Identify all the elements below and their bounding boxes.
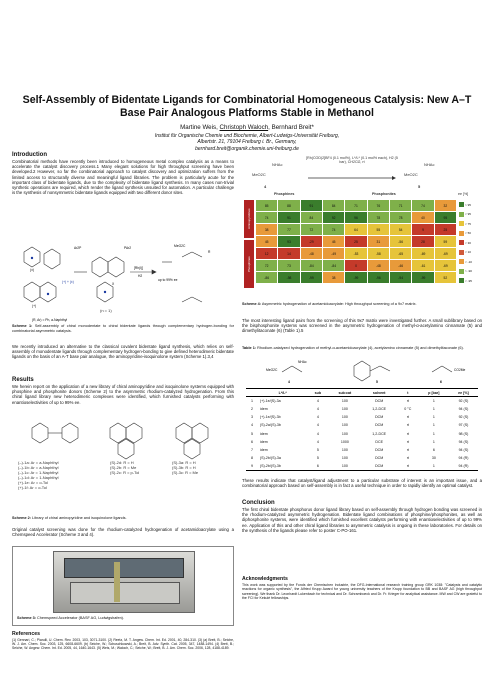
legend-entry [459,200,481,210]
heatmap-cell: 45 [323,236,344,247]
reaction-arrow [308,176,396,180]
table-1-header: ee [%] [449,389,478,397]
table-cell: 1 [432,415,435,420]
heatmap-cell: 93 [278,236,299,247]
table-cell: 92 (S) [458,415,469,420]
table-row [246,462,478,470]
legend-swatch [459,278,464,283]
table-cell: 6 [308,462,329,470]
heatmap-cell: 28 [412,236,433,247]
table-cell: idem [259,431,268,436]
legend-swatch [459,212,464,217]
heatmap-cell: 84 [301,212,322,223]
chemspeed-accelerator-image [53,551,195,613]
lib1-item: (+)-1f: Ar = o-Tol [18,485,47,490]
affiliation-line-2: Albertstr. 21, 79104 Freiburg i. Br., Germany, [197,139,297,146]
scheme-2-lib2 [110,460,139,475]
table-cell: 4 [316,415,319,420]
heatmap-cell: 91 [278,212,299,223]
heatmap-cell: 71 [345,200,366,211]
substrate-ester: MeO2C [252,172,266,177]
table-cell: 5 [316,447,319,452]
scheme-1-label-6: [Rh(I)] [134,266,144,270]
heatmap-cell: -86 [256,272,277,283]
legend-entry [459,248,481,258]
heatmap-cell: 95 [435,212,456,223]
references-heading: References [12,631,40,637]
legend-swatch [459,250,464,255]
table-cell: 94 (R) [458,456,469,461]
table-cell: (S)-2b/(S)-3a [259,456,281,461]
legend-swatch [459,221,464,226]
results-section [12,377,234,405]
mid-paragraph: We recently introduced an alternative to the classical covalent bidentate ligand synthesis, which relies on self-assembly of monodentate ligands through complementary hydrogen-bonding to give defined heterodimeric bidentate ligands on the basis of an A-T base pair analogue, the aminopyridine-isoquinolone system (Scheme 1).3,4 [12,344,234,360]
screening-text [12,527,234,537]
right-paragraph: The most interesting ligand pairs from the screening of this 9x7 matrix were investigated further. A small sublibrary based on the bisphosphonite systems was screened in the asymmetric hydrogenation of methyl-α-acetylamino cinnamate (5) and dimethylitaconate (6) (Table 1).5 [242,318,482,334]
table-cell: DCE [375,439,383,444]
heatmap-cell: -48 [368,260,389,271]
table-cell: rt [406,447,409,452]
heatmap-cell: 92 [323,212,344,223]
authors [20,124,474,131]
table-cell: 1 [432,406,435,411]
column-header-phosphonites: Phosphonites [372,192,396,196]
reaction-conditions: [Rh(COD)2]BF4 (0.1 mol%), L*/L* (0.1 mol% each), H2 (5 bar), CH2Cl2, rt [306,156,398,164]
legend-label: > 95 [465,202,471,207]
table-cell: 4 [316,439,319,444]
mid-text [12,344,234,360]
heatmap-cell: 55 [368,224,389,235]
legend-label: < 50 [465,231,471,236]
table-cell: 94 (S) [458,406,469,411]
heatmap-cell: 77 [278,224,299,235]
legend-swatch [459,240,464,245]
table-cell: 1,2-DCE [372,406,387,411]
table-cell: DCM [362,462,397,470]
author-presenting: Christoph Waloch [219,124,269,131]
table-cell: 97 (S) [458,423,469,428]
legend-entry [459,267,481,277]
lib2-item: (S)-2b: R = Me [110,465,137,470]
legend-label: < 75 [465,221,471,226]
row-label-top: Aminopyridines [244,200,254,238]
scheme-3-caption: Scheme 3: Chemspeed Accelerator (BASF AG, Ludwigshafen). [17,616,125,620]
legend-label: < -95 [465,278,472,283]
table-cell: 30 [431,456,436,461]
legend-entry [459,276,481,286]
table-cell: 4 [316,406,319,411]
heatmap-cell: -69 [435,260,456,271]
lib1-item: (–)-1d: Ar = 1-Naphthyl [18,475,59,480]
table-1-header: p [bar] [419,389,449,397]
heatmap-cell: 96 [345,212,366,223]
table-cell: 1,2-DCE [372,431,387,436]
row-label-bottom: Phosphines [244,240,254,288]
heatmap-cell: -48 [301,248,322,259]
scheme-1-label-3: Ar2P [74,246,82,250]
heatmap-cell: 91 [301,200,322,211]
t1-label-6: 6 [440,380,442,384]
conclusion-section [242,500,482,533]
scheme-1-label-10: H2 [138,274,143,278]
lib2-item: (S)-2c: R = p-Tol [110,470,140,475]
table-1-caption: Table 1: Rhodium-catalyzed hydrogenation of methyl-α-acetamidoacrylate (4), acetylamino cinnamate (5) and dimethylitaconate (6). [242,346,464,350]
legend-label: > -90 [465,269,472,274]
author-1: Martine Weis, [180,124,220,131]
conclusion-text: The first chiral bidentate phosphorus donor ligand library based on self-assembly through hydrogen bonding was screened in the rhodium-catalyzed asymmetric hydrogenation. Bidentate ligand combinations of phosphine/phosphonites, as well as diphosphonite systems, were identified which furnished excellent catalysts performing with enantioselectivities of up to 99% ee. Application of this and other chiral ligand libraries to asymmetric catalysis is ongoing in these laboratories. For details on the synthesis of the ligands please refer to poster C-PO-161. [242,507,482,533]
legend-swatch [459,231,464,236]
table-cell: 1000 [340,439,349,444]
t1-label-co2me: CO2Me [454,368,466,372]
heatmap-cell: 84 [323,200,344,211]
table-cell: 100 [328,462,361,470]
intro-section [12,152,234,195]
table-cell: 100 [341,415,348,420]
heatmap-cell: 52 [435,272,456,283]
heatmap-cell: 12 [256,248,277,259]
heatmap-cell: 72 [301,224,322,235]
table-cell: 94 (R) [449,462,478,470]
table-cell: 100 [341,447,348,452]
heatmap-cell: 25 [345,236,366,247]
table-1-substrates [242,356,482,386]
scheme-1-label-0: (±) [30,268,35,272]
table-1 [246,388,478,471]
heatmap-cell: 38 [256,224,277,235]
right-text [242,318,482,334]
affiliation-email: bernhard.breit@organik.chemie.uni-freiburg.de [195,145,299,152]
lib1-item: (–)-1a: Ar = a-Naphthyl [18,460,59,465]
intro-text: Combinatorial methods have recently been introduced to homogeneous metal complex catalysis as a means to accelerate the catalyst discovery process.1 Many elegant solutions for high throughput screening have been developed.2 However, so far the combinatorial approach to catalyst discovery and optimization suffers from the limited access to structurally diverse and meaningful ligand libraries. The problem is particularly acute for the important class of bidentate ligands, due to the complexity of bidentate ligand synthesis. In many cases non-trivial synthetic operations are required, which render the ligand synthesis unsuited for automation. A particular challenge is the synthesis of nonsymmetric bidentate ligands equipped with two different donor sites. [12,159,234,196]
table-cell: 5 [316,456,319,461]
heatmap-cell: 76 [368,200,389,211]
heatmap-cell: 74 [323,224,344,235]
table-cell: DCM [375,399,384,404]
results-heading: Results [12,377,34,383]
table-cell: 2 [250,406,253,411]
substrate-number: 4 [264,184,267,189]
legend-label: < -10 [465,259,472,264]
heatmap-cell: 32 [435,200,456,211]
heatmap-cell: 38 [323,272,344,283]
heatmap-cell: 71 [390,200,411,211]
table-1-header-row [246,389,478,397]
table-cell: (S)-2b/(S)-3b [258,462,308,470]
table-cell: DCM [375,456,384,461]
lib3-item: (S)-3b: R = H [172,465,196,470]
scheme-1-label-9: R [208,250,211,254]
table-cell: 7 [250,447,253,452]
table-cell: (+)-1e/(S)-3b [259,415,281,420]
table-cell: rt [406,423,409,428]
legend-swatch [459,269,464,274]
scheme-2-caption: Scheme 2: Library of chiral aminopyridine and isoquinolone ligands. [12,516,127,520]
heatmap-cell: 25 [435,224,456,235]
table-cell: idem [259,439,268,444]
lib2-item: (S)-2d: R = H [110,460,134,465]
table-cell: idem [259,447,268,452]
legend-entry [459,238,481,248]
scheme-1-label-11: (R, Ar) = Ph, a-Naphthyl [32,318,68,322]
heatmap-cell: -53 [345,248,366,259]
lib3-item: (S)-3c: R = Me [172,470,199,475]
heatmap-cell: -99 [301,272,322,283]
ack-text: This work was supported by the Fonds der Chemischen Industrie, the DFG-International research training group GRK 1038: "Catalysts and catalytic reactions for organic synthesis", the Alfried Krupp Award for young university teachers of the Krupp foundation to BB and BASF AG (high throughput screening). We thank Dr. Leonhardt Lukenbach for technical and Dr. Schramboeck and Dr. Fr. Krieger for analytical assistance. MW and CW are grateful to the FCI for Kekulé fellowships. [242,583,482,600]
table-1-header: L*/L* [258,389,308,397]
lib3-item: (S)-3a: R = H [172,460,196,465]
affiliation-line-1: Institut für Organische Chemie und Biochemie, Albert-Ludwigs-Universität Freiburg, [154,133,340,139]
scheme-1-label-2: (+) + (±) [62,280,74,284]
table-row [246,413,478,421]
table-row [246,446,478,454]
table-cell: 5 [250,431,253,436]
scheme-4-caption: Scheme 4: Asymmetric hydrogenation of acetamidoacrylate: High throughput screening of a 9x7 matrix. [242,302,417,306]
heatmap-cell: 74 [412,200,433,211]
table-cell: DCM [375,415,384,420]
heatmap-cell: -29 [301,236,322,247]
table-cell: 8 [250,456,253,461]
screening-heatmap [256,200,456,283]
heatmap-cell: -69 [412,248,433,259]
substrate-amide: NHAc [272,162,283,167]
screening-paragraph: Original catalyst screening was done for the rhodium-catalyzed hydrogenation of acetamidoacrylate using a Chemspeed Accelerator (Scheme 3 and 4). [12,527,234,538]
page-title: Self-Assembly of Bidentate Ligands for Combinatorial Homogeneous Catalysis: New A–T Base Pair Analogous Platforms Stable in Methanol [22,94,472,119]
legend-entry [459,210,481,220]
t1-label-nhac: NHAc [298,360,307,364]
legend-entry [459,257,481,267]
heatmap-cell: -98 [278,272,299,283]
heatmap-cell: 85 [256,200,277,211]
table-cell: 98 (S) [458,431,469,436]
table-cell: 1 [432,439,435,444]
heatmap-cell: 78 [390,212,411,223]
legend-entry [459,219,481,229]
scheme-2-lib3 [172,460,198,475]
table-1-header [246,389,258,397]
heatmap-cell: 59 [435,236,456,247]
heatmap-legend [459,200,481,286]
heatmap-cell: 14 [278,248,299,259]
table-cell: 4 [316,399,319,404]
heatmap-cell: -99 [345,272,366,283]
table-row [246,454,478,462]
heatmap-cell: -46 [390,260,411,271]
table-1-header: sub:cat [328,389,361,397]
heatmap-cell: 64 [345,224,366,235]
heatmap-cell: 73 [278,260,299,271]
heatmap-cell: -61 [412,260,433,271]
scheme-3-figure [12,546,234,626]
heatmap-cell: 72 [256,260,277,271]
heatmap-cell: -65 [390,248,411,259]
table-1-header: solvent [362,389,397,397]
product-number: 5 [418,184,421,189]
table-cell: 9 [246,462,258,470]
heatmap-cell: 54 [390,224,411,235]
legend-label: < 10 [465,250,471,255]
scheme-1-label-8: MeO2C [174,244,186,248]
table-cell: DCM [375,423,384,428]
lib1-item: (+)-1e: Ar = o-Tol [18,480,49,485]
table-cell: 4 [316,431,319,436]
scheme-4-figure [242,152,482,300]
table-cell: 1 [432,423,435,428]
lib1-item: (–)-1c: Ar = 1-Naphthyl [18,470,59,475]
heatmap-cell: 9 [412,224,433,235]
author-3: , Bernhard Breit* [268,124,314,131]
table-cell: 92 (S) [458,399,469,404]
table-cell: 6 [250,439,253,444]
table-cell: rt [406,439,409,444]
scheme-1-drawing [12,232,234,324]
t1-label-5: 5 [376,380,378,384]
product-ester: MeO2C [404,172,418,177]
after-table-paragraph: These results indicate that catalyst/ligand adjustment to a particular substrate of interest is an important issue, and a combinatorial approach based on self-assembly is in fact a useful technique in order to rapidly identify an optimal catalyst. [242,478,482,489]
intro-heading: Introduction [12,152,47,158]
table-cell: rt [406,399,409,404]
legend-swatch [459,202,464,207]
heatmap-cell: -84 [323,260,344,271]
table-cell: (+)-1e/(S)-3a [259,399,281,404]
table-cell: 94 (S) [458,447,469,452]
column-header-phosphines: Phosphines [274,192,295,196]
table-row [246,438,478,446]
conclusion-heading: Conclusion [242,500,275,506]
table-cell: 1 [432,399,435,404]
table-row [246,429,478,437]
table-row [246,421,478,429]
scheme-2-lib1 [18,460,59,490]
results-text: We herein report on the application of a new library of chiral aminopyridine and isoquinolone systems equipped with phosphine and phosphonite donors (Scheme 2) to the asymmetric rhodium-catalyzed hydrogenation. From this chiral ligand library new heterodimeric complexes were identified, which furnished catalysts performing with enantioselectivities of up to 99% ee. [12,384,234,405]
table-cell: 0 °C [404,406,412,411]
scheme-1-label-n: (n = 1) [100,308,112,313]
table-cell: rt [406,431,409,436]
heatmap-cell: -49 [323,248,344,259]
table-cell: rt [406,415,409,420]
heatmap-cell: -99 [412,272,433,283]
scheme-2-figure [12,420,234,525]
scheme-1-label-7: up to 99% ee [158,278,178,282]
ee-header: ee [%] [458,192,469,196]
references-section [12,631,234,651]
scheme-1-label-4: X [112,282,115,286]
heatmap-cell: 78 [368,212,389,223]
table-cell: 100 [341,456,348,461]
table-cell: DCM [375,447,384,452]
t1-label-4: 4 [288,380,290,384]
heatmap-cell: -96 [368,272,389,283]
references-text: (1) Gennari, C.; Piarulli, U. Chem. Rev. 2003, 103, 3071-3100. (2) Reetz, M. T. Angew. Chem. Int. Ed. 2001, 40, 284-310. (3) (a) Breit, B.; Seiche, W. J. Am. Chem. Soc. 2003, 125, 6608-6609. (b) Seiche, W.; Schuschkowski, A.; Breit, B. Adv. Synth. Cat. 2005, 347, 1488-1494. (4) Breit, B.; Seiche, W. Angew. Chem. Int. Ed. 2005, 44, 1640-1643. (5) Weis, M.; Waloch, C.; Seiche, W.; Breit, B. J. Am. Chem. Soc. 2006, 128, 4188-4189. [12,638,234,651]
legend-entry [459,229,481,239]
table-cell: (S)-2a/(S)-3b [259,423,281,428]
ack-heading: Acknowledgments [242,576,288,582]
legend-label: < 95 [465,212,471,217]
table-cell: 1 [250,399,253,404]
affiliation [20,133,474,152]
table-row [246,405,478,413]
product-amide: NHAc [424,162,435,167]
table-1-header: t [397,389,419,397]
t1-label-meo2c: MeO2C [266,368,278,372]
heatmap-cell: -56 [390,236,411,247]
legend-swatch [459,259,464,264]
scheme-1-figure [12,232,234,340]
lib1-item: (–)-1b: Ar = a-Naphthyl [18,465,59,470]
scheme-1-label-1: (+) [32,304,37,308]
table-cell: rt [406,456,409,461]
table-cell: 100 [341,423,348,428]
heatmap-cell: -58 [368,248,389,259]
table-cell: 3 [250,415,253,420]
table-row [246,397,478,405]
table-cell: 100 [341,399,348,404]
heatmap-cell: 31 [368,236,389,247]
ack-section [242,576,482,600]
scheme-1-caption: Scheme 1: Self-assembly of chiral monodentate to chiral bidentate ligands through complementary hydrogen-bonding for combinatorial asymmetric catalysis. [12,324,234,333]
table-cell: 4 [250,423,253,428]
table-cell: 6 [432,447,435,452]
heatmap-cell: 74 [256,212,277,223]
after-table-text [242,478,482,488]
table-cell: 100 [341,406,348,411]
table-cell: 1 [419,462,449,470]
table-cell: 1 [432,431,435,436]
table-1-header: sub [308,389,329,397]
table-1-structures [242,356,482,386]
heatmap-cell: 0 [345,260,366,271]
legend-label: < 30 [465,240,471,245]
heatmap-cell: -94 [390,272,411,283]
table-cell: 4 [316,423,319,428]
heatmap-cell: 45 [256,236,277,247]
table-cell: idem [259,406,268,411]
heatmap-cell: -69 [435,248,456,259]
scheme-1-label-5: PAr2 [124,246,132,250]
heatmap-cell: -84 [301,260,322,271]
table-cell: 94 (S) [458,439,469,444]
heatmap-cell: 40 [412,212,433,223]
table-cell: rt [397,462,419,470]
table-cell: 100 [341,431,348,436]
heatmap-cell: 88 [278,200,299,211]
